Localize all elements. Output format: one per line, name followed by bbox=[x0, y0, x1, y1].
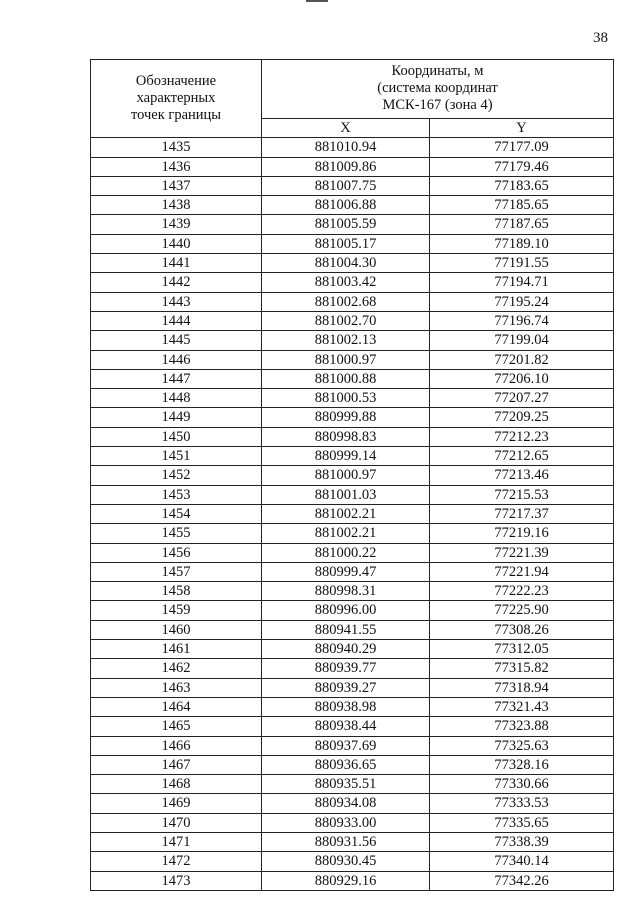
point-id-cell: 1469 bbox=[91, 794, 262, 813]
x-coordinate-cell: 881010.94 bbox=[262, 138, 430, 157]
point-id-cell: 1446 bbox=[91, 350, 262, 369]
point-id-cell: 1462 bbox=[91, 659, 262, 678]
point-id-cell: 1450 bbox=[91, 427, 262, 446]
y-coordinate-cell: 77225.90 bbox=[430, 601, 614, 620]
table-row bbox=[91, 697, 614, 716]
table-row bbox=[91, 775, 614, 794]
table-row bbox=[91, 215, 614, 234]
table-row bbox=[91, 582, 614, 601]
point-id-cell: 1460 bbox=[91, 620, 262, 639]
x-coordinate-cell: 881005.59 bbox=[262, 215, 430, 234]
table-row bbox=[91, 389, 614, 408]
x-coordinate-cell: 880939.27 bbox=[262, 678, 430, 697]
point-id-cell: 1441 bbox=[91, 254, 262, 273]
point-id-cell: 1463 bbox=[91, 678, 262, 697]
table-row bbox=[91, 659, 614, 678]
y-coordinate-cell: 77219.16 bbox=[430, 524, 614, 543]
table-row bbox=[91, 524, 614, 543]
x-coordinate-cell: 881000.53 bbox=[262, 389, 430, 408]
y-coordinate-cell: 77338.39 bbox=[430, 832, 614, 851]
y-coordinate-cell: 77315.82 bbox=[430, 659, 614, 678]
x-coordinate-cell: 881002.21 bbox=[262, 504, 430, 523]
y-coordinate-cell: 77206.10 bbox=[430, 369, 614, 388]
table-row bbox=[91, 157, 614, 176]
x-coordinate-cell: 880929.16 bbox=[262, 871, 430, 890]
x-coordinate-cell: 881002.68 bbox=[262, 292, 430, 311]
x-coordinate-cell: 880930.45 bbox=[262, 852, 430, 871]
x-coordinate-cell: 881002.13 bbox=[262, 331, 430, 350]
y-coordinate-cell: 77330.66 bbox=[430, 775, 614, 794]
point-id-cell: 1458 bbox=[91, 582, 262, 601]
table-row bbox=[91, 871, 614, 890]
point-id-cell: 1461 bbox=[91, 640, 262, 659]
point-id-cell: 1471 bbox=[91, 832, 262, 851]
table-row bbox=[91, 717, 614, 736]
y-coordinate-cell: 77328.16 bbox=[430, 755, 614, 774]
coordinates-table bbox=[90, 59, 614, 891]
point-id-cell: 1437 bbox=[91, 176, 262, 195]
y-coordinate-cell: 77199.04 bbox=[430, 331, 614, 350]
y-coordinate-cell: 77333.53 bbox=[430, 794, 614, 813]
y-coordinate-cell: 77191.55 bbox=[430, 254, 614, 273]
point-id-cell: 1468 bbox=[91, 775, 262, 794]
x-coordinate-cell: 880935.51 bbox=[262, 775, 430, 794]
point-id-cell: 1473 bbox=[91, 871, 262, 890]
x-coordinate-cell: 880940.29 bbox=[262, 640, 430, 659]
y-coordinate-cell: 77222.23 bbox=[430, 582, 614, 601]
table-body bbox=[91, 138, 614, 891]
y-coordinate-cell: 77342.26 bbox=[430, 871, 614, 890]
x-coordinate-cell: 880941.55 bbox=[262, 620, 430, 639]
point-id-cell: 1435 bbox=[91, 138, 262, 157]
point-id-cell: 1445 bbox=[91, 331, 262, 350]
table-row bbox=[91, 755, 614, 774]
point-id-cell: 1457 bbox=[91, 562, 262, 581]
y-coordinate-cell: 77179.46 bbox=[430, 157, 614, 176]
table-row bbox=[91, 447, 614, 466]
table-row bbox=[91, 408, 614, 427]
table-row bbox=[91, 543, 614, 562]
y-coordinate-cell: 77217.37 bbox=[430, 504, 614, 523]
table-row bbox=[91, 331, 614, 350]
table-row bbox=[91, 292, 614, 311]
x-coordinate-cell: 880998.83 bbox=[262, 427, 430, 446]
point-id-cell: 1466 bbox=[91, 736, 262, 755]
header-x: X bbox=[262, 119, 430, 138]
y-coordinate-cell: 77196.74 bbox=[430, 311, 614, 330]
header-coordinates-group bbox=[262, 60, 614, 119]
x-coordinate-cell: 881004.30 bbox=[262, 254, 430, 273]
x-coordinate-cell: 881000.97 bbox=[262, 466, 430, 485]
x-coordinate-cell: 881005.17 bbox=[262, 234, 430, 253]
y-coordinate-cell: 77183.65 bbox=[430, 176, 614, 195]
y-coordinate-cell: 77323.88 bbox=[430, 717, 614, 736]
x-coordinate-cell: 881000.97 bbox=[262, 350, 430, 369]
y-coordinate-cell: 77221.39 bbox=[430, 543, 614, 562]
header-point-line: характерных bbox=[136, 90, 216, 107]
x-coordinate-cell: 880999.14 bbox=[262, 447, 430, 466]
x-coordinate-cell: 881006.88 bbox=[262, 196, 430, 215]
table-row bbox=[91, 196, 614, 215]
y-coordinate-cell: 77325.63 bbox=[430, 736, 614, 755]
point-id-cell: 1459 bbox=[91, 601, 262, 620]
x-coordinate-cell: 881002.70 bbox=[262, 311, 430, 330]
table-row bbox=[91, 466, 614, 485]
header-point-line: Обозначение bbox=[135, 73, 217, 90]
x-coordinate-cell: 880999.88 bbox=[262, 408, 430, 427]
x-coordinate-cell: 880938.44 bbox=[262, 717, 430, 736]
point-id-cell: 1449 bbox=[91, 408, 262, 427]
point-id-cell: 1454 bbox=[91, 504, 262, 523]
table-row bbox=[91, 350, 614, 369]
point-id-cell: 1436 bbox=[91, 157, 262, 176]
table-row bbox=[91, 485, 614, 504]
table-row bbox=[91, 852, 614, 871]
x-coordinate-cell: 881002.21 bbox=[262, 524, 430, 543]
point-id-cell: 1447 bbox=[91, 369, 262, 388]
top-edge-mark bbox=[306, 0, 328, 2]
y-coordinate-cell: 77189.10 bbox=[430, 234, 614, 253]
table-row bbox=[91, 234, 614, 253]
page-number: 38 bbox=[593, 30, 608, 46]
y-coordinate-cell: 77221.94 bbox=[430, 562, 614, 581]
table-row bbox=[91, 254, 614, 273]
x-coordinate-cell: 880938.98 bbox=[262, 697, 430, 716]
header-point-designation bbox=[91, 60, 262, 138]
table-row bbox=[91, 794, 614, 813]
table-row bbox=[91, 273, 614, 292]
x-coordinate-cell: 881001.03 bbox=[262, 485, 430, 504]
table-row bbox=[91, 369, 614, 388]
point-id-cell: 1453 bbox=[91, 485, 262, 504]
x-coordinate-cell: 881007.75 bbox=[262, 176, 430, 195]
header-coords-line: МСК-167 (зона 4) bbox=[382, 97, 493, 113]
point-id-cell: 1439 bbox=[91, 215, 262, 234]
y-coordinate-cell: 77308.26 bbox=[430, 620, 614, 639]
y-coordinate-cell: 77194.71 bbox=[430, 273, 614, 292]
point-id-cell: 1448 bbox=[91, 389, 262, 408]
point-id-cell: 1470 bbox=[91, 813, 262, 832]
x-coordinate-cell: 880939.77 bbox=[262, 659, 430, 678]
point-id-cell: 1464 bbox=[91, 697, 262, 716]
x-coordinate-cell: 881003.42 bbox=[262, 273, 430, 292]
y-coordinate-cell: 77215.53 bbox=[430, 485, 614, 504]
point-id-cell: 1440 bbox=[91, 234, 262, 253]
point-id-cell: 1438 bbox=[91, 196, 262, 215]
header-coords-line: (система координат bbox=[377, 80, 498, 96]
x-coordinate-cell: 881009.86 bbox=[262, 157, 430, 176]
y-coordinate-cell: 77187.65 bbox=[430, 215, 614, 234]
y-coordinate-cell: 77213.46 bbox=[430, 466, 614, 485]
x-coordinate-cell: 880931.56 bbox=[262, 832, 430, 851]
y-coordinate-cell: 77209.25 bbox=[430, 408, 614, 427]
table-row bbox=[91, 832, 614, 851]
y-coordinate-cell: 77207.27 bbox=[430, 389, 614, 408]
point-id-cell: 1451 bbox=[91, 447, 262, 466]
y-coordinate-cell: 77195.24 bbox=[430, 292, 614, 311]
table-row bbox=[91, 601, 614, 620]
x-coordinate-cell: 880937.69 bbox=[262, 736, 430, 755]
x-coordinate-cell: 881000.88 bbox=[262, 369, 430, 388]
x-coordinate-cell: 880999.47 bbox=[262, 562, 430, 581]
x-coordinate-cell: 880934.08 bbox=[262, 794, 430, 813]
table-row bbox=[91, 311, 614, 330]
point-id-cell: 1455 bbox=[91, 524, 262, 543]
y-coordinate-cell: 77185.65 bbox=[430, 196, 614, 215]
table-row bbox=[91, 813, 614, 832]
y-coordinate-cell: 77321.43 bbox=[430, 697, 614, 716]
table-row bbox=[91, 678, 614, 697]
point-id-cell: 1472 bbox=[91, 852, 262, 871]
x-coordinate-cell: 880996.00 bbox=[262, 601, 430, 620]
header-y: Y bbox=[430, 119, 614, 138]
x-coordinate-cell: 881000.22 bbox=[262, 543, 430, 562]
table-row bbox=[91, 138, 614, 157]
y-coordinate-cell: 77340.14 bbox=[430, 852, 614, 871]
point-id-cell: 1456 bbox=[91, 543, 262, 562]
y-coordinate-cell: 77335.65 bbox=[430, 813, 614, 832]
y-coordinate-cell: 77312.05 bbox=[430, 640, 614, 659]
x-coordinate-cell: 880936.65 bbox=[262, 755, 430, 774]
x-coordinate-cell: 880933.00 bbox=[262, 813, 430, 832]
table-row bbox=[91, 176, 614, 195]
point-id-cell: 1444 bbox=[91, 311, 262, 330]
point-id-cell: 1452 bbox=[91, 466, 262, 485]
table-row bbox=[91, 562, 614, 581]
point-id-cell: 1467 bbox=[91, 755, 262, 774]
table-row bbox=[91, 640, 614, 659]
header-coords-line: Координаты, м bbox=[391, 63, 484, 79]
point-id-cell: 1443 bbox=[91, 292, 262, 311]
y-coordinate-cell: 77212.65 bbox=[430, 447, 614, 466]
y-coordinate-cell: 77177.09 bbox=[430, 138, 614, 157]
point-id-cell: 1465 bbox=[91, 717, 262, 736]
table-row bbox=[91, 427, 614, 446]
table-row bbox=[91, 620, 614, 639]
header-point-line: точек границы bbox=[130, 107, 222, 124]
x-coordinate-cell: 880998.31 bbox=[262, 582, 430, 601]
table-row bbox=[91, 736, 614, 755]
y-coordinate-cell: 77212.23 bbox=[430, 427, 614, 446]
y-coordinate-cell: 77201.82 bbox=[430, 350, 614, 369]
table-row bbox=[91, 504, 614, 523]
y-coordinate-cell: 77318.94 bbox=[430, 678, 614, 697]
point-id-cell: 1442 bbox=[91, 273, 262, 292]
